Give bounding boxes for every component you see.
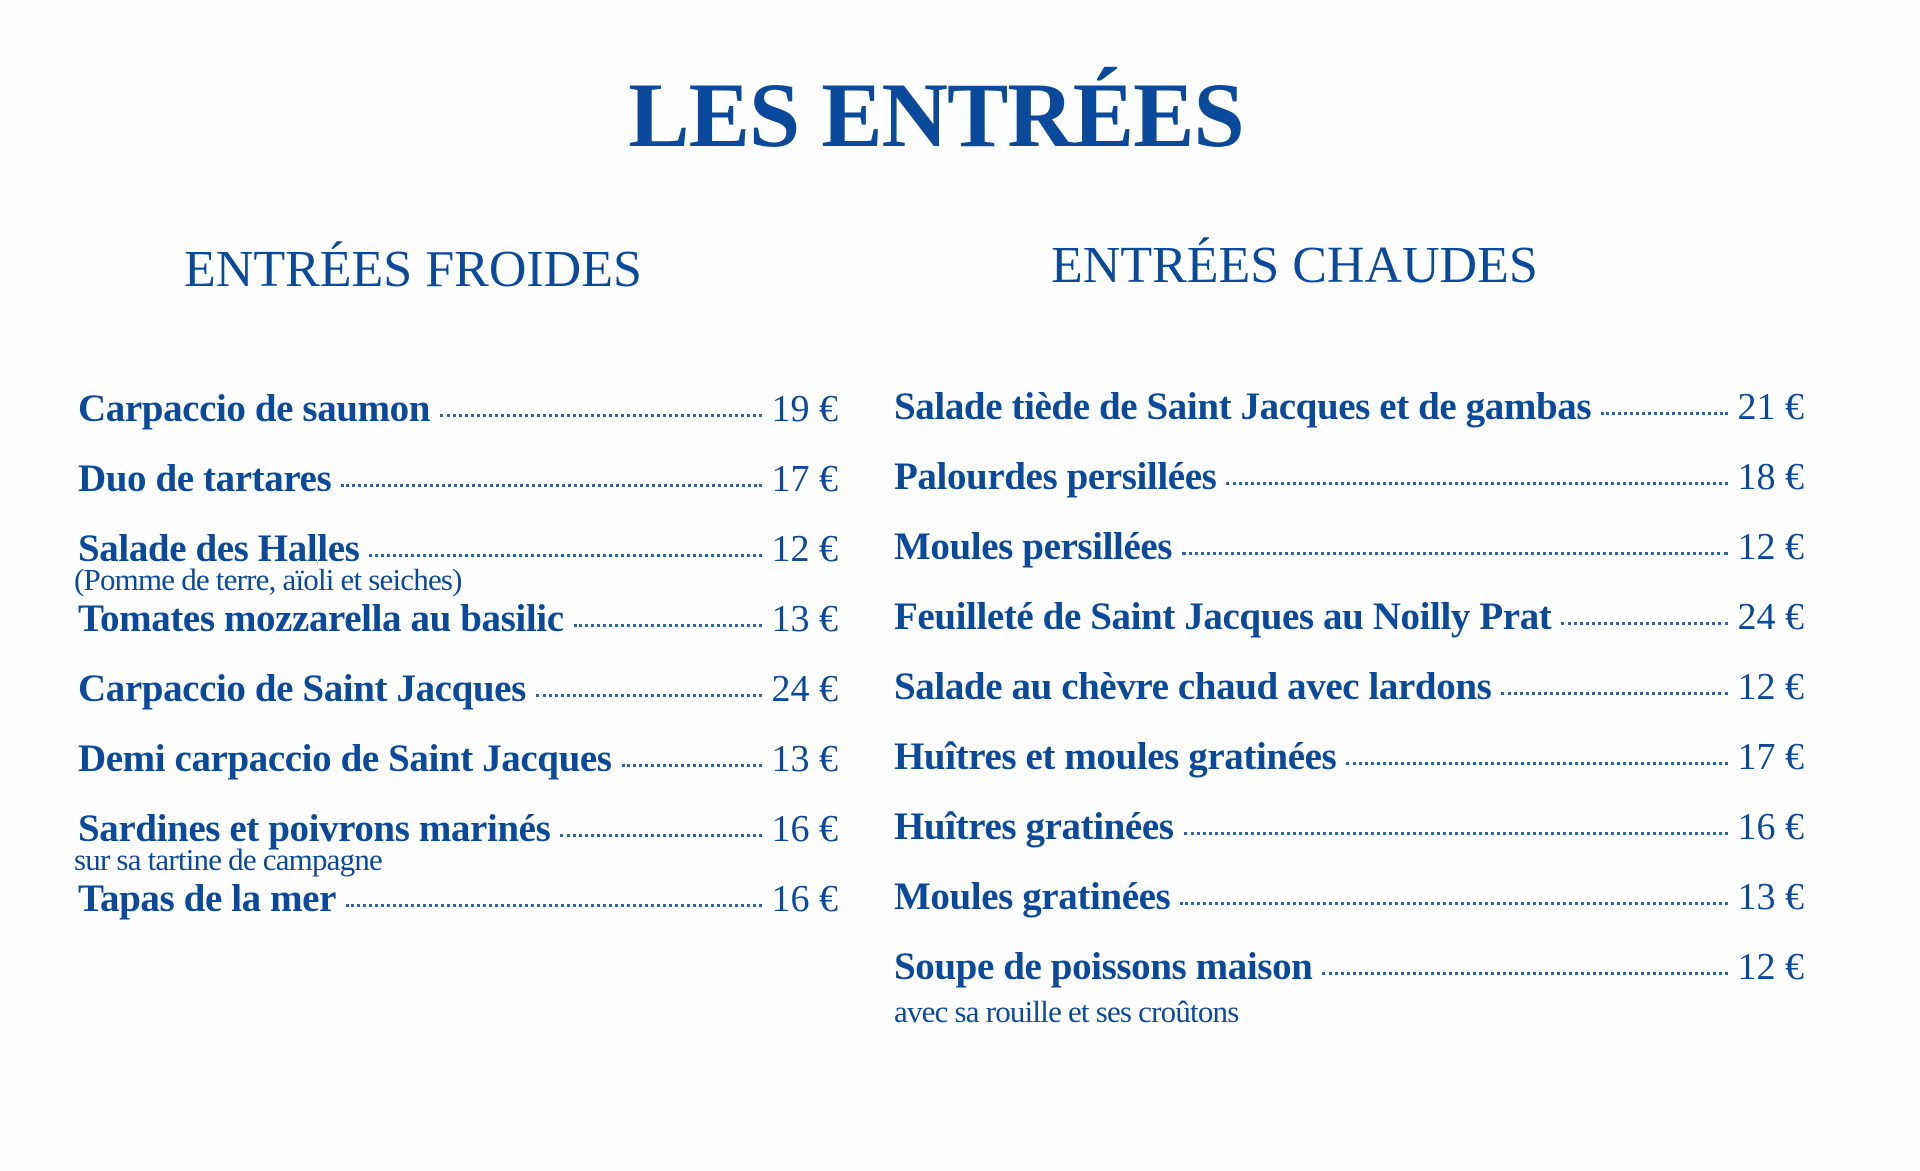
menu-item-line	[894, 454, 1804, 502]
dot-leader	[574, 624, 762, 627]
menu-item	[78, 596, 838, 666]
menu-item	[894, 664, 1804, 734]
section-heading-cold: ENTRÉES FROIDES	[184, 241, 642, 298]
menu-item	[894, 524, 1804, 594]
menu-item-price: 18 €	[1737, 456, 1804, 498]
dot-leader	[1322, 972, 1727, 975]
menu-item-name: Moules persillées	[894, 525, 1173, 568]
menu-item-price: 24 €	[771, 668, 838, 710]
menu-item	[78, 736, 838, 806]
menu-item-line	[894, 524, 1804, 572]
cold-starters-list	[74, 386, 838, 946]
section-heading-hot: ENTRÉES CHAUDES	[1051, 237, 1538, 294]
dot-leader	[1561, 622, 1727, 625]
menu-item-price: 17 €	[771, 458, 838, 500]
menu-item-name: Carpaccio de saumon	[78, 387, 431, 430]
menu-item-name: Moules gratinées	[894, 875, 1171, 918]
menu-item-line	[894, 944, 1804, 992]
menu-item	[78, 876, 838, 946]
menu-item-name: Huîtres gratinées	[894, 805, 1174, 848]
menu-item-name: Huîtres et moules gratinées	[894, 735, 1337, 778]
menu-item	[894, 454, 1804, 524]
dot-leader	[1601, 412, 1727, 415]
menu-item-line	[894, 804, 1804, 852]
dot-leader	[1501, 692, 1727, 695]
menu-item-price: 21 €	[1737, 386, 1804, 428]
menu-item-price: 16 €	[771, 808, 838, 850]
menu-item-price: 16 €	[1737, 806, 1804, 848]
menu-item	[74, 806, 838, 877]
dot-leader	[1182, 552, 1727, 555]
dot-leader	[440, 414, 761, 417]
menu-item-name: Tapas de la mer	[78, 877, 336, 920]
menu-item	[78, 456, 838, 526]
menu-item	[74, 526, 838, 597]
menu-item-price: 17 €	[1737, 736, 1804, 778]
menu-item-name: Salade des Halles	[78, 527, 360, 570]
menu-item	[894, 594, 1804, 664]
hot-starters-list	[894, 384, 1804, 1029]
menu-item-line	[78, 386, 838, 434]
menu-item-line	[894, 734, 1804, 782]
menu-item-price: 13 €	[771, 598, 838, 640]
menu-item-price: 19 €	[771, 388, 838, 430]
menu-item-line	[78, 596, 838, 644]
menu-item-price: 13 €	[1737, 876, 1804, 918]
menu-item-price: 12 €	[1737, 666, 1804, 708]
dot-leader	[1346, 762, 1727, 765]
menu-item-line	[78, 666, 838, 714]
menu-item-name: Sardines et poivrons marinés	[78, 807, 551, 850]
menu-item	[78, 386, 838, 456]
menu-item-price: 24 €	[1737, 596, 1804, 638]
menu-item-price: 12 €	[1737, 946, 1804, 988]
dot-leader	[622, 764, 762, 767]
menu-item-price: 16 €	[771, 878, 838, 920]
menu-item	[894, 734, 1804, 804]
menu-item-line	[78, 736, 838, 784]
menu-item-line	[78, 876, 838, 924]
menu-item-line	[894, 874, 1804, 922]
menu-item-note: (Pomme de terre, aïoli et seiches)	[74, 562, 462, 597]
menu-item-name: Salade au chèvre chaud avec lardons	[894, 665, 1492, 708]
menu-item-name: Tomates mozzarella au basilic	[78, 597, 564, 640]
menu-item-price: 12 €	[771, 528, 838, 570]
dot-leader	[1180, 902, 1727, 905]
menu-item-name: Feuilleté de Saint Jacques au Noilly Prat	[894, 595, 1552, 638]
menu-item	[894, 944, 1804, 1029]
menu-item-name: Duo de tartares	[78, 457, 332, 500]
menu-item-name: Soupe de poissons maison	[894, 945, 1313, 988]
dot-leader	[560, 834, 761, 837]
dot-leader	[536, 694, 762, 697]
dot-leader	[341, 484, 761, 487]
menu-item-note: sur sa tartine de campagne	[74, 842, 383, 877]
menu-item-line	[78, 456, 838, 504]
dot-leader	[1226, 482, 1727, 485]
menu-item-line	[894, 664, 1804, 712]
menu-item-line	[894, 384, 1804, 432]
dot-leader	[1184, 832, 1728, 835]
page-title: LES ENTRÉES	[628, 64, 1244, 166]
menu-item	[894, 804, 1804, 874]
menu-item	[894, 874, 1804, 944]
dot-leader	[369, 554, 761, 557]
menu-item-name: Salade tiède de Saint Jacques et de gambas	[894, 385, 1592, 428]
dot-leader	[346, 904, 762, 907]
menu-item-price: 12 €	[1737, 526, 1804, 568]
menu-item	[894, 384, 1804, 454]
menu-item-line	[894, 594, 1804, 642]
menu-item-name: Carpaccio de Saint Jacques	[78, 667, 526, 710]
menu-item-name: Palourdes persillées	[894, 455, 1217, 498]
menu-item-note: avec sa rouille et ses croûtons	[894, 994, 1239, 1029]
menu-item-name: Demi carpaccio de Saint Jacques	[78, 737, 612, 780]
menu-item-price: 13 €	[771, 738, 838, 780]
menu-item	[78, 666, 838, 736]
